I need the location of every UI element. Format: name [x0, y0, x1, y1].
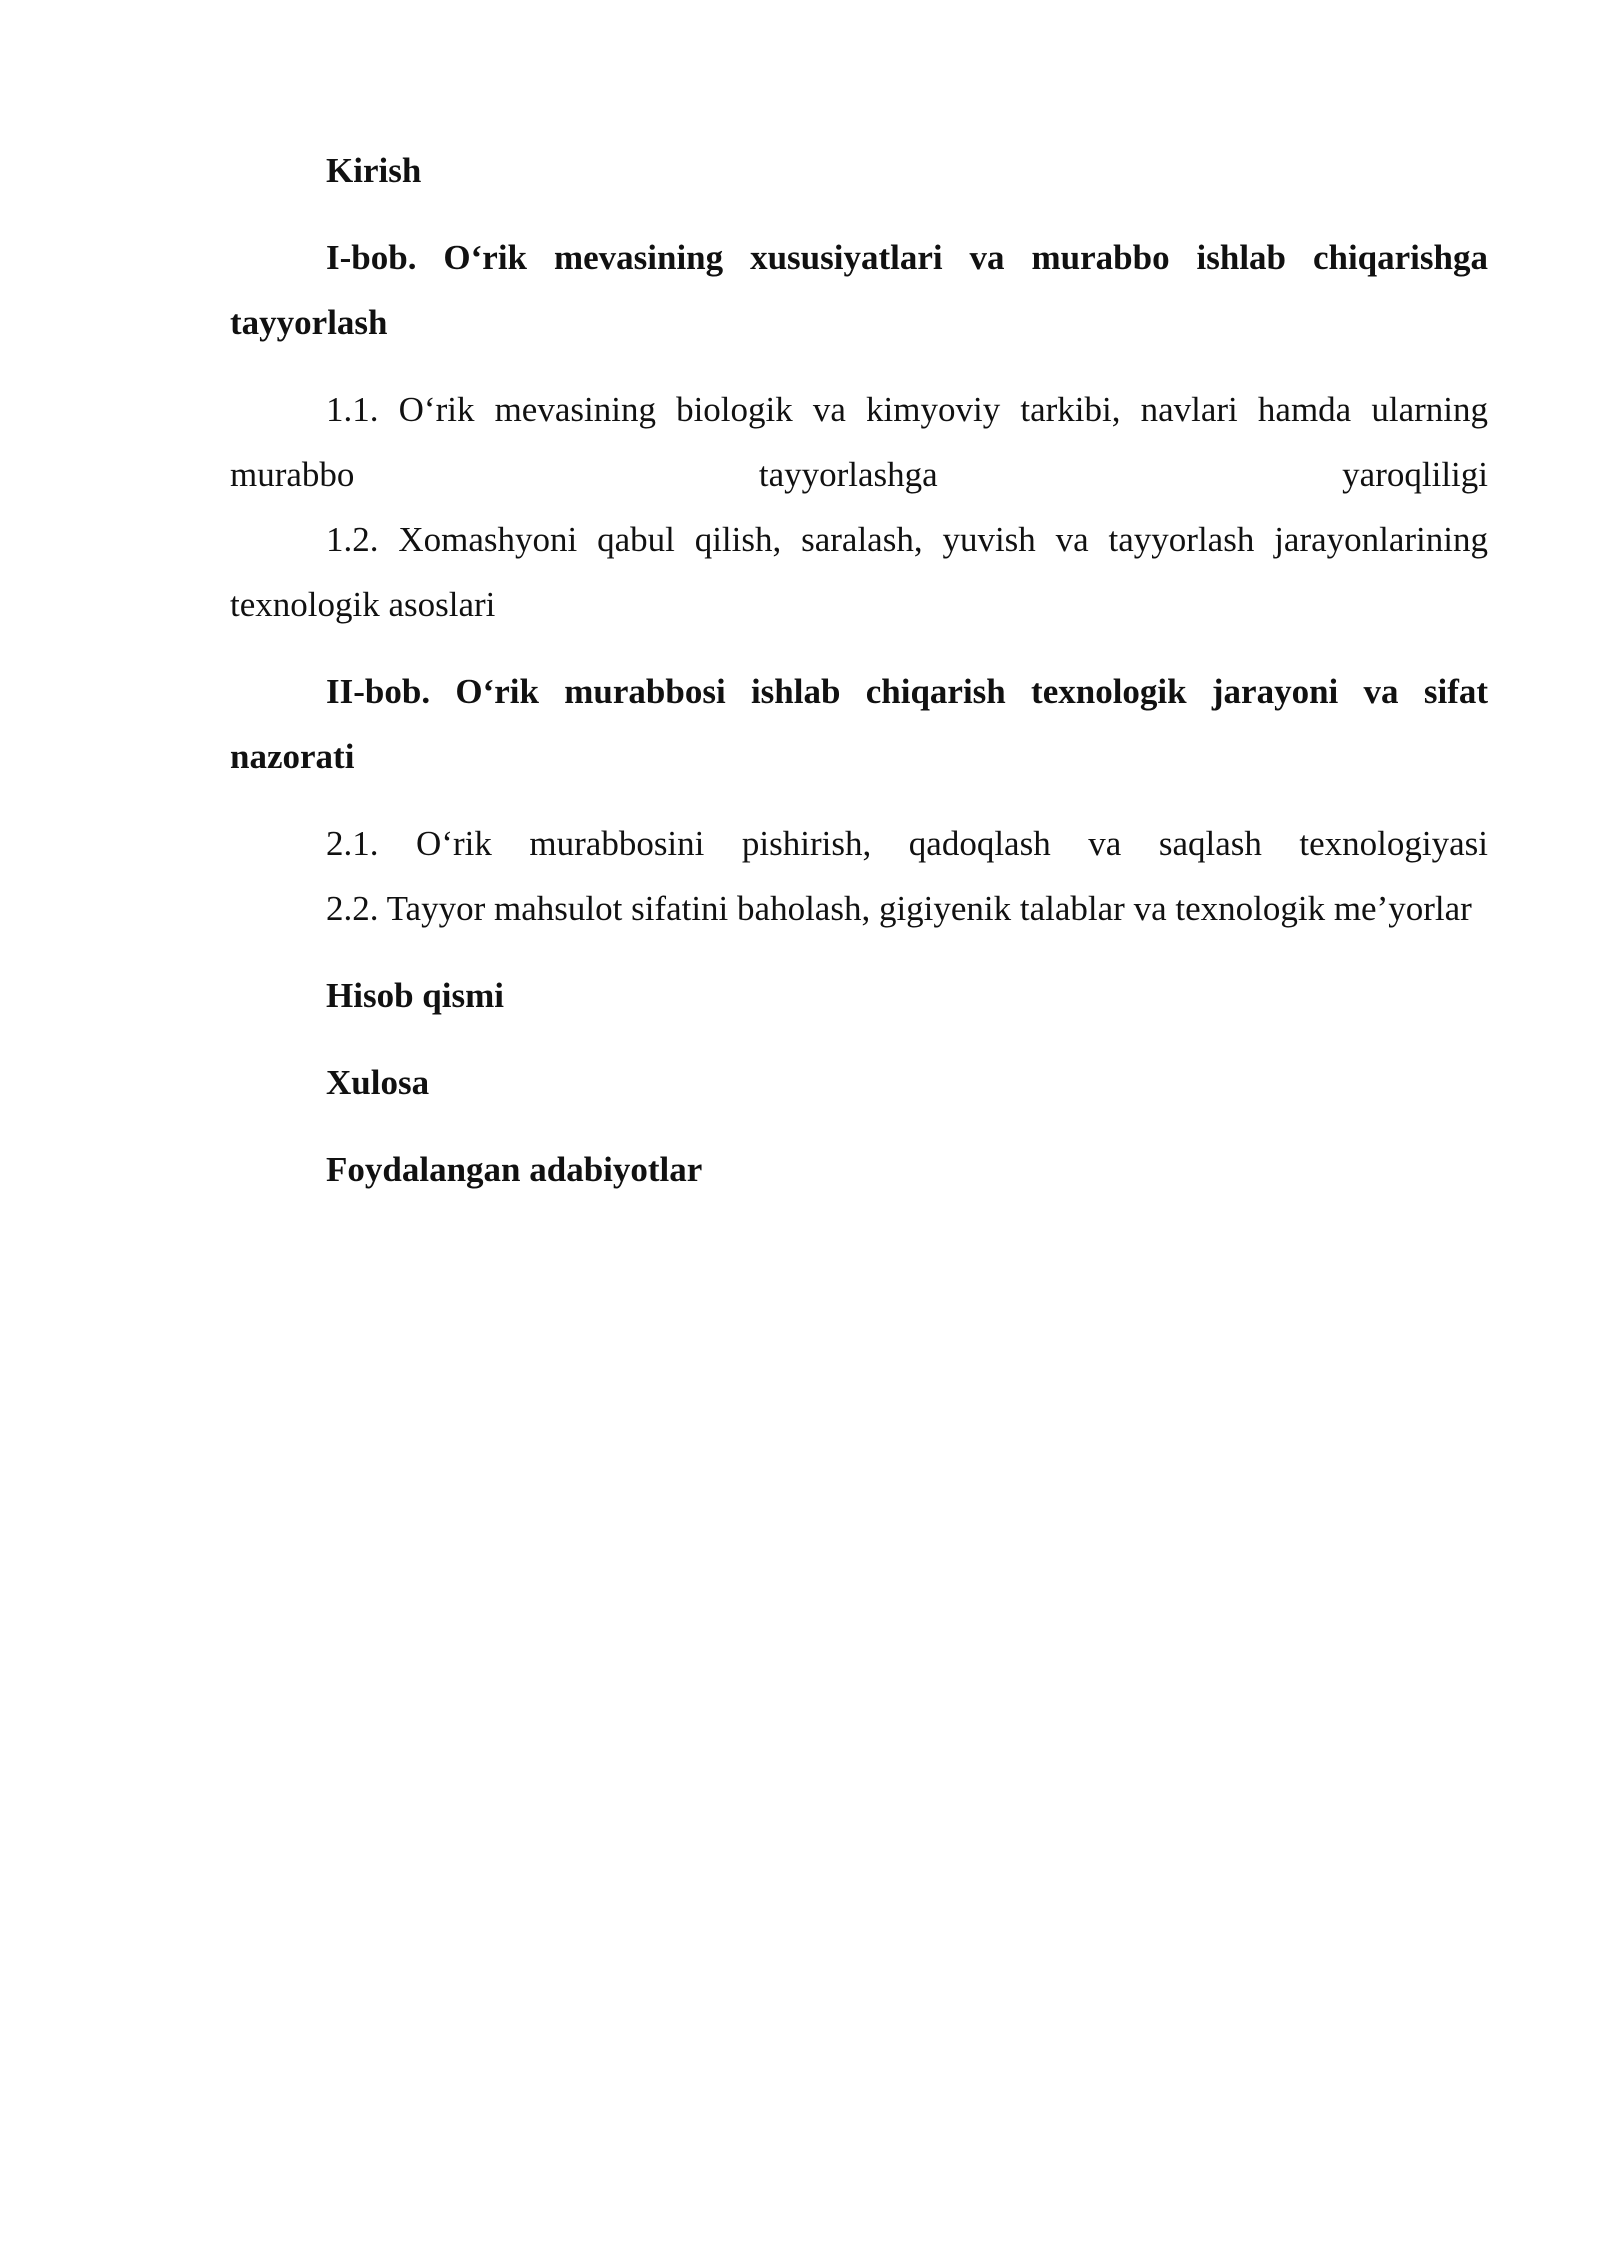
toc-entry-chapter-1: I-bob. O‘rik mevasining xususiyatlari va murabbo ishlab chiqarishga tayyorlash: [230, 238, 1488, 342]
toc-entry-section-1-1: 1.1. O‘rik mevasining biologik va kimyoviy tarkibi, navlari hamda ularning murabbo tayyorlashga yaroqliligi: [230, 390, 1488, 494]
toc-entry-section-1-2: 1.2. Xomashyoni qabul qilish, saralash, yuvish va tayyorlash jarayonlarining texnologik asoslari: [230, 520, 1488, 624]
toc-entry-kirish: Kirish: [326, 151, 422, 190]
toc-entry-section-2-1: 2.1. O‘rik murabbosini pishirish, qadoqlash va saqlash texnologiyasi: [326, 824, 1488, 863]
toc-entry-hisob-qismi: Hisob qismi: [326, 976, 504, 1015]
table-of-contents: [230, 138, 1488, 1202]
toc-entry-adabiyotlar: Foydalangan adabiyotlar: [326, 1150, 703, 1189]
toc-entry-sections-2: [230, 811, 1488, 941]
toc-entry-chapter-2: II-bob. O‘rik murabbosi ishlab chiqarish texnologik jarayoni va sifat nazorati: [230, 672, 1488, 776]
toc-entry-xulosa: Xulosa: [326, 1063, 430, 1102]
toc-entry-sections-1: [230, 377, 1488, 637]
toc-entry-section-2-2: 2.2. Tayyor mahsulot sifatini baholash, gigiyenik talablar va texnologik me’yorlar: [326, 889, 1472, 928]
